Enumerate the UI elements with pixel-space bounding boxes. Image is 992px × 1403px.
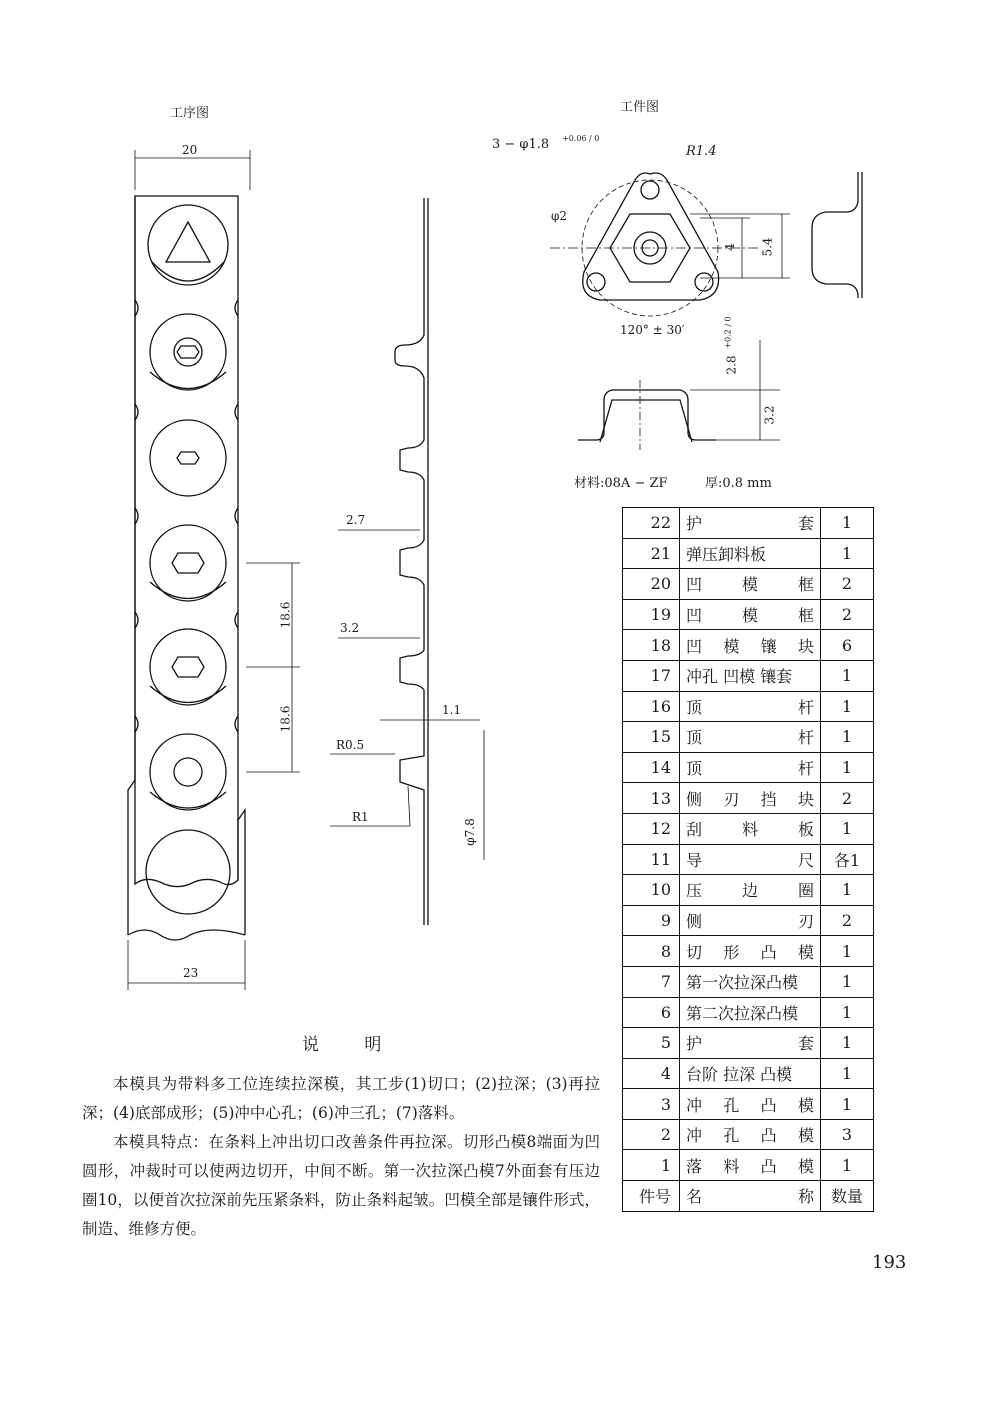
part-name	[680, 752, 821, 783]
table-row	[623, 905, 874, 936]
part-name-segment: 切	[686, 942, 703, 962]
table-row	[623, 875, 874, 906]
part-name-segment: 刮	[686, 820, 703, 840]
part-name	[680, 844, 821, 875]
part-name-segment: 护	[686, 1034, 703, 1054]
part-number: 18	[623, 630, 680, 661]
table-row	[623, 966, 874, 997]
table-row	[623, 844, 874, 875]
part-holes-dim: 3 − φ1.8	[492, 137, 550, 152]
part-name-segment: 顶	[686, 728, 703, 748]
part-name-segment: 侧	[686, 789, 703, 809]
part-number: 8	[623, 936, 680, 967]
strip-top-width: 20	[182, 143, 198, 157]
part-name-segment: 凹	[686, 636, 703, 656]
part-name	[680, 508, 821, 539]
part-name-segment: 侧	[686, 912, 703, 932]
part-quantity: 1	[821, 997, 874, 1028]
part-dim-5-4: 5.4	[760, 237, 775, 257]
part-quantity: 1	[821, 508, 874, 539]
explanation-paragraph-2: 本模具特点：在条料上冲出切口改善条件再拉深。切形凸模8端面为凹圆形，冲裁时可以使两边切开，中间不断。第一次拉深凸模7外面套有压边圈10，以便首次拉深前先压紧条料，防止条料起皱。凹模全部是镶件形式，制造、维修方便。	[82, 1133, 600, 1238]
part-drawing-heading: 工件图	[620, 100, 660, 115]
section-dim-3-2: 3.2	[340, 621, 360, 635]
part-quantity: 1	[821, 660, 874, 691]
part-name-segment: 凸	[760, 1156, 777, 1176]
part-drawing	[540, 140, 870, 460]
part-dim-3-2: 3.2	[762, 405, 777, 425]
part-number: 1	[623, 1150, 680, 1181]
part-number: 4	[623, 1058, 680, 1089]
part-number: 11	[623, 844, 680, 875]
table-row	[623, 997, 874, 1028]
part-name-segment: 顶	[686, 697, 703, 717]
section-dim-2-7: 2.7	[346, 513, 366, 527]
part-radius: R1.4	[686, 144, 717, 159]
part-number: 20	[623, 569, 680, 600]
part-name-segment: 料	[723, 1156, 740, 1176]
part-name-segment: 刃	[797, 912, 814, 932]
part-name-segment: 板	[797, 820, 814, 840]
part-quantity: 1	[821, 936, 874, 967]
part-name-segment: 模	[797, 1126, 814, 1146]
part-quantity: 1	[821, 691, 874, 722]
part-angle: 120° ± 30′	[620, 323, 685, 337]
part-quantity: 1	[821, 538, 874, 569]
strip-layout-drawing	[100, 140, 300, 1000]
part-name-segment: 刃	[723, 789, 740, 809]
part-name-segment: 冲	[686, 1095, 703, 1115]
explanation-text	[82, 1070, 600, 1244]
part-name-segment: 孔	[723, 1126, 740, 1146]
part-name-segment: 杆	[797, 759, 814, 779]
part-quantity: 1	[821, 752, 874, 783]
part-name	[680, 905, 821, 936]
part-name-segment: 圈	[797, 881, 814, 901]
part-name	[680, 538, 821, 569]
table-row	[623, 569, 874, 600]
part-name	[680, 997, 821, 1028]
part-name-segment: 第二次拉深凸模	[686, 1003, 799, 1023]
strip-pitch-2: 18.6	[278, 705, 293, 733]
part-quantity: 6	[821, 630, 874, 661]
part-name-segment: 压	[686, 881, 703, 901]
part-number: 21	[623, 538, 680, 569]
part-quantity: 各1	[821, 844, 874, 875]
part-name-segment: 块	[797, 636, 814, 656]
part-name-segment: 块	[797, 789, 814, 809]
part-number: 件号	[623, 1181, 680, 1212]
part-name	[680, 966, 821, 997]
part-height-tolerance: +0.2 / 0	[723, 316, 733, 349]
table-row	[623, 1119, 874, 1150]
part-name-segment: 杆	[797, 697, 814, 717]
part-name	[680, 875, 821, 906]
part-name-segment: 镶	[760, 636, 777, 656]
part-name-segment: 导	[686, 850, 703, 870]
part-quantity: 1	[821, 875, 874, 906]
part-quantity: 1	[821, 1058, 874, 1089]
part-name-segment: 落	[686, 1156, 703, 1176]
table-row	[623, 691, 874, 722]
part-name	[680, 722, 821, 753]
part-number: 22	[623, 508, 680, 539]
explanation-heading: 说 明	[302, 1035, 402, 1055]
part-name-segment: 形	[723, 942, 740, 962]
part-name-segment: 顶	[686, 759, 703, 779]
part-name-segment: 模	[797, 1095, 814, 1115]
part-name	[680, 569, 821, 600]
part-quantity: 2	[821, 599, 874, 630]
part-name-segment: 挡	[760, 789, 777, 809]
part-name	[680, 1028, 821, 1059]
table-row	[623, 630, 874, 661]
part-quantity: 1	[821, 966, 874, 997]
part-name-segment: 孔	[723, 1095, 740, 1115]
part-name-segment: 模	[723, 636, 740, 656]
part-name-segment: 边	[741, 881, 758, 901]
part-quantity: 1	[821, 722, 874, 753]
part-number: 16	[623, 691, 680, 722]
table-row	[623, 783, 874, 814]
table-row	[623, 1058, 874, 1089]
part-name-segment: 套	[797, 514, 814, 534]
part-quantity: 2	[821, 905, 874, 936]
part-name-segment: 凸	[760, 1126, 777, 1146]
table-row	[623, 722, 874, 753]
part-name	[680, 691, 821, 722]
part-number: 5	[623, 1028, 680, 1059]
part-holes-tolerance: +0.06 / 0	[562, 134, 600, 143]
part-name	[680, 630, 821, 661]
part-name-segment: 冲	[686, 1126, 703, 1146]
part-number: 3	[623, 1089, 680, 1120]
part-name	[680, 1119, 821, 1150]
material-label: 材料:08A − ZF	[574, 476, 668, 491]
material-thickness: 厚:0.8 mm	[705, 476, 772, 491]
part-height: 2.8	[724, 355, 739, 375]
part-name	[680, 660, 821, 691]
part-quantity: 2	[821, 569, 874, 600]
strip-bottom-width: 23	[183, 966, 199, 980]
part-quantity: 1	[821, 1150, 874, 1181]
part-number: 15	[623, 722, 680, 753]
part-name	[680, 783, 821, 814]
part-name-segment: 模	[797, 1156, 814, 1176]
part-name	[680, 1058, 821, 1089]
part-quantity: 3	[821, 1119, 874, 1150]
part-name-segment: 第一次拉深凸模	[686, 973, 799, 993]
part-number: 19	[623, 599, 680, 630]
strip-pitch-1: 18.6	[278, 601, 293, 629]
table-header-row	[623, 1181, 874, 1212]
page-number: 193	[872, 1252, 907, 1273]
section-diameter: φ7.8	[462, 818, 477, 846]
part-name-segment: 台阶 拉深 凸模	[686, 1064, 793, 1084]
table-row	[623, 538, 874, 569]
part-name-segment: 称	[797, 1187, 814, 1207]
part-name	[680, 936, 821, 967]
table-row	[623, 752, 874, 783]
part-number: 7	[623, 966, 680, 997]
part-name-segment: 料	[741, 820, 758, 840]
part-quantity: 数量	[821, 1181, 874, 1212]
part-number: 12	[623, 813, 680, 844]
part-number: 14	[623, 752, 680, 783]
part-name-segment: 凹	[686, 606, 703, 626]
table-row	[623, 1150, 874, 1181]
table-row	[623, 1089, 874, 1120]
part-number: 9	[623, 905, 680, 936]
part-name-segment: 冲孔 凹模 镶套	[686, 667, 793, 687]
part-name-segment: 名	[686, 1187, 703, 1207]
part-name-segment: 框	[797, 575, 814, 595]
part-dim-4: 4	[722, 243, 737, 251]
part-name-segment: 凹	[686, 575, 703, 595]
part-name-segment: 尺	[797, 850, 814, 870]
table-row	[623, 1028, 874, 1059]
parts-list-table	[622, 507, 874, 1212]
table-row	[623, 660, 874, 691]
part-name-segment: 框	[797, 606, 814, 626]
part-name	[680, 1181, 821, 1212]
table-row	[623, 936, 874, 967]
part-name	[680, 599, 821, 630]
part-number: 13	[623, 783, 680, 814]
table-row	[623, 508, 874, 539]
section-radius-r1: R1	[352, 810, 369, 824]
part-name	[680, 1150, 821, 1181]
part-name-segment: 凸	[760, 942, 777, 962]
part-quantity: 1	[821, 1028, 874, 1059]
section-dim-1-1: 1.1	[442, 703, 462, 717]
process-diagram-heading: 工序图	[170, 106, 210, 121]
part-quantity: 1	[821, 1089, 874, 1120]
part-number: 2	[623, 1119, 680, 1150]
part-name-segment: 护	[686, 514, 703, 534]
part-name-segment: 模	[741, 606, 758, 626]
part-name-segment: 凸	[760, 1095, 777, 1115]
table-row	[623, 599, 874, 630]
part-name	[680, 1089, 821, 1120]
section-radius-r05: R0.5	[336, 738, 365, 752]
part-name-segment: 模	[741, 575, 758, 595]
part-name-segment: 杆	[797, 728, 814, 748]
part-name	[680, 813, 821, 844]
part-number: 6	[623, 997, 680, 1028]
table-row	[623, 813, 874, 844]
part-name-segment: 套	[797, 1034, 814, 1054]
part-number: 10	[623, 875, 680, 906]
part-name-segment: 模	[797, 942, 814, 962]
part-number: 17	[623, 660, 680, 691]
explanation-paragraph-1: 本模具为带料多工位连续拉深模，其工步(1)切口；(2)拉深；(3)再拉深；(4)底部成形；(5)冲中心孔；(6)冲三孔；(7)落料。	[82, 1075, 600, 1122]
part-name-segment: 弹压卸料板	[686, 544, 767, 564]
part-quantity: 1	[821, 813, 874, 844]
part-center-hole: φ2	[551, 209, 568, 223]
part-quantity: 2	[821, 783, 874, 814]
